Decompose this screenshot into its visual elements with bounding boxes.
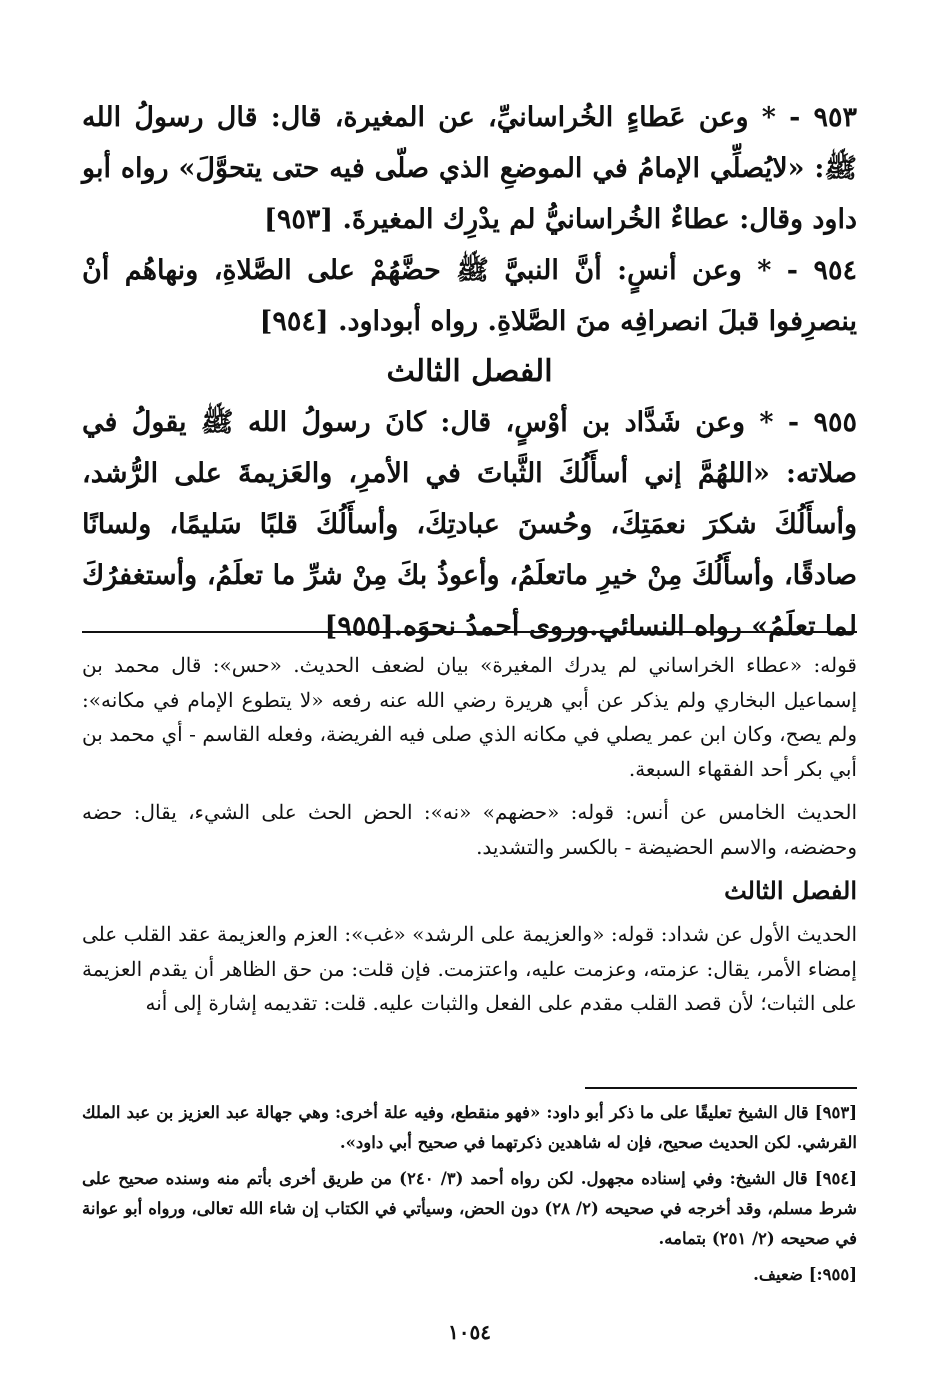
main-divider — [82, 631, 857, 633]
commentary-paragraph: الحديث الخامس عن أنس: قوله: «حضهم» «نه»: الحض الحث على الشيء، يقال: حضه وحضضه، والاسم الحضيضة - بالكسر والتشديد. — [82, 800, 857, 859]
section-heading: الفصل الثالث — [386, 354, 553, 389]
commentary-paragraph: قوله: «عطاء الخراساني لم يدرك المغيرة» بيان لضعف الحديث. «حس»: قال محمد بن إسماعيل البخاري ولم يذكر عن أبي هريرة رضي الله عنه رفعه «لا يتطوع الإمام في مكانه»: ولم يصح، وكان ابن عمر يصلي في مكانه الذي صلى فيه الفريضة، وفعله القاسم - أي محمد بن أبي بكر أحد الفقهاء السبعة. — [82, 653, 857, 781]
page-number: ١٠٥٤ — [448, 1320, 491, 1344]
footnotes — [82, 1098, 857, 1296]
main-text — [82, 92, 857, 652]
hadith-955: ٩٥٥ - * وعن شَدَّاد بن أوْسٍ، قال: كانَ رسولُ الله ﷺ يقولُ في صلاته: «اللهُمَّ إني أسأَلُكَ الثَّباتَ في الأمرِ، والعَزيمةَ على الرُّشد، وأسأَلُكَ شكرَ نعمَتِكَ، وحُسنَ عبادتِكَ، وأسأَلُكَ قلبًا سَليمًا، ولسانًا صادقًا، وأسأَلُكَ مِنْ خيرِ ماتعلَمُ، وأعوذُ بكَ مِنْ شرِّ ما تعلَمُ، وأستغفرُكَ لما تعلَمُ» رواه النسائي.وروى أحمدُ نحوَه.[٩٥٥] — [82, 407, 857, 642]
hadith-954: ٩٥٤ - * وعن أنسٍ: أنَّ النبيَّ ﷺ حضَّهُمْ على الصَّلاةِ، ونهاهُم أنْ ينصرِفوا قبلَ انصرافِه منَ الصَّلاةِ. رواه أبوداود. [٩٥٤] — [82, 255, 857, 337]
footnote-divider — [585, 1087, 857, 1089]
commentary — [82, 648, 857, 1030]
commentary-heading: الفصل الثالث — [724, 876, 857, 905]
footnote-953: [٩٥٣] قال الشيخ تعليقًا على ما ذكر أبو داود: «فهو منقطع، وفيه علة أخرى: وهي جهالة عبد العزيز بن عبد الملك القرشي. لكن الحديث صحيح، فإن له شاهدين ذكرتهما في صحيح أبي داود». — [82, 1103, 857, 1152]
book-page — [82, 0, 857, 1385]
commentary-paragraph: الحديث الأول عن شداد: قوله: «والعزيمة على الرشد» «غب»: العزم والعزيمة عقد القلب على إمضاء الأمر، يقال: عزمته، وعزمت عليه، واعتزمت. فإن قلت: من حق الظاهر أن يقدم العزيمة على الثبات؛ لأن قصد القلب مقدم على الفعل والثبات عليه. قلت: تقديمه إشارة إلى أنه — [82, 922, 857, 1015]
footnote-955: [٩٥٥:] ضعيف. — [753, 1265, 857, 1284]
hadith-953: ٩٥٣ - * وعن عَطاءٍ الخُراسانيِّ، عن المغيرة، قال: قال رسولُ الله ﷺ: «لايُصلِّي الإمامُ في الموضعِ الذي صلّى فيه حتى يتحوَّلَ» رواه أبو داود وقال: عطاءٌ الخُراسانيُّ لم يدْرِك المغيرةَ. [٩٥٣] — [82, 102, 857, 235]
footnote-954: [٩٥٤] قال الشيخ: وفي إسناده مجهول. لكن رواه أحمد (٣/ ٢٤٠) من طريق أخرى بأتم منه وسنده صحيح على شرط مسلم، وقد أخرجه في صحيحه (٢/ ٢٨) دون الحض، وسيأتي في الكتاب إن شاء الله تعالى، ورواه أبو عوانة في صحيحه (٢/ ٢٥١) بتمامه. — [82, 1169, 858, 1248]
